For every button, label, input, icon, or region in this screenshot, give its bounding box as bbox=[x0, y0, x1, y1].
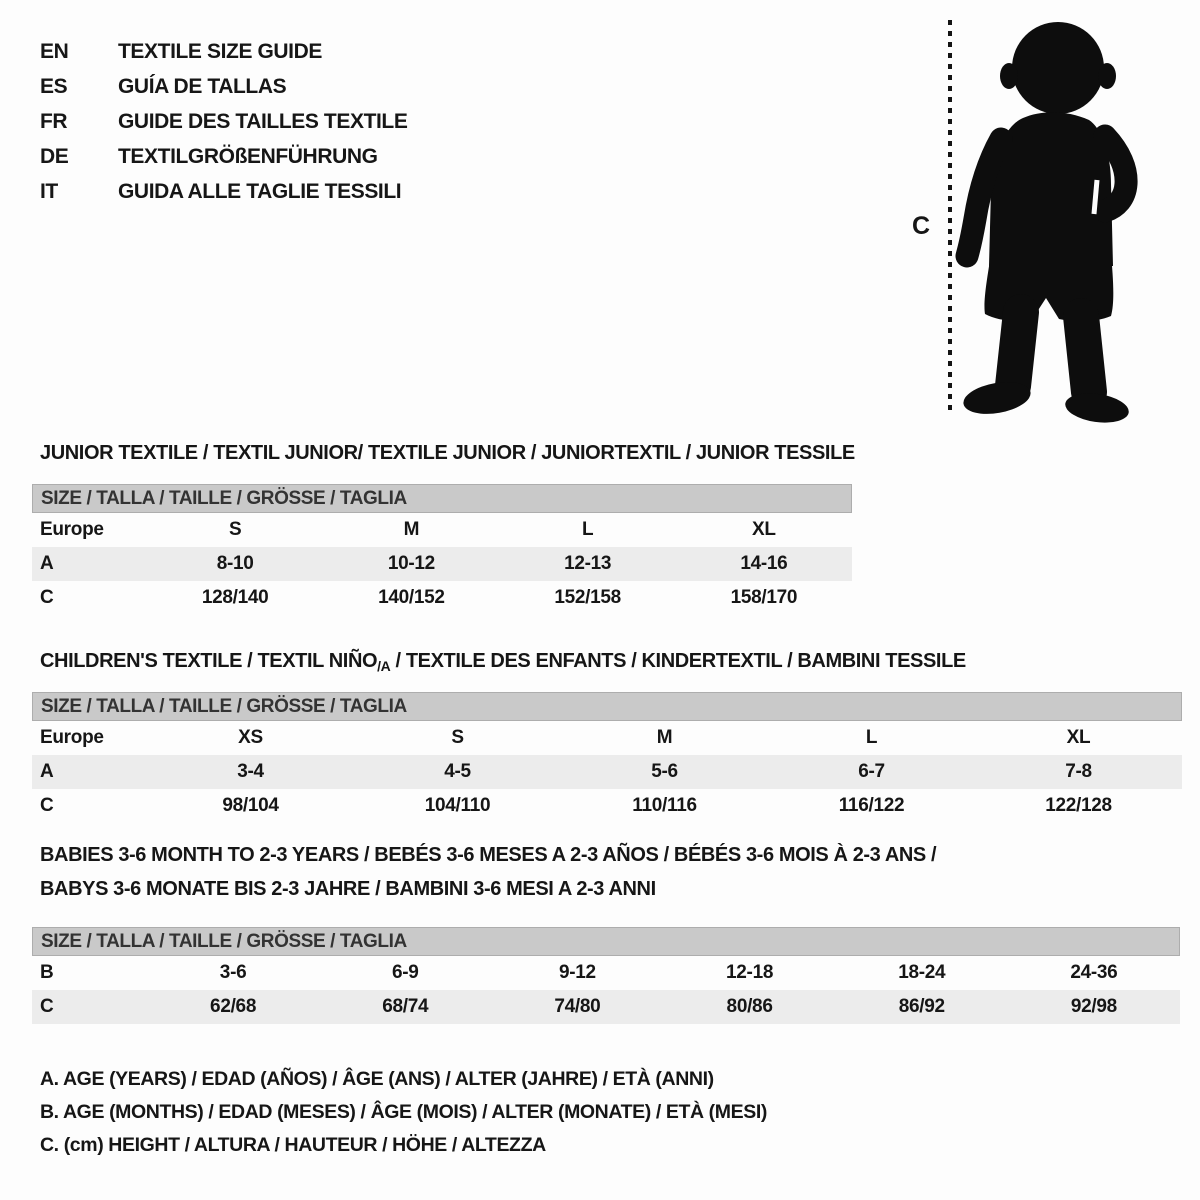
size-cell: L bbox=[865, 727, 878, 748]
children-size-table bbox=[32, 692, 1182, 823]
babies-size-table bbox=[32, 927, 1180, 1024]
height-measure-label: C bbox=[912, 212, 931, 240]
legend-line-b: B. AGE (MONTHS) / EDAD (MESES) / ÂGE (MOIS) / ALTER (MONATE) / ETÀ (MESI) bbox=[40, 1101, 767, 1123]
lang-code: ES bbox=[40, 75, 68, 98]
guide-title: GUÍA DE TALLAS bbox=[118, 75, 287, 98]
row-label: C bbox=[40, 996, 54, 1017]
babies-title-line2: BABYS 3-6 MONATE BIS 2-3 JAHRE / BAMBINI 3-6 MESI A 2-3 ANNI bbox=[40, 878, 656, 900]
language-title-list bbox=[40, 34, 407, 209]
size-cell: L bbox=[581, 519, 594, 540]
header-row-en bbox=[40, 34, 407, 69]
size-cell: 5-6 bbox=[651, 761, 678, 782]
header-row-fr bbox=[40, 104, 407, 139]
junior-section-title: JUNIOR TEXTILE / TEXTIL JUNIOR/ TEXTILE JUNIOR / JUNIORTEXTIL / JUNIOR TESSILE bbox=[40, 442, 855, 464]
size-cell: 152/158 bbox=[554, 587, 621, 608]
guide-title: TEXTILE SIZE GUIDE bbox=[118, 40, 322, 63]
size-cell: M bbox=[656, 727, 673, 748]
size-cell: 6-9 bbox=[391, 962, 419, 983]
header-row-de bbox=[40, 139, 407, 174]
size-cell: 18-24 bbox=[898, 962, 946, 983]
size-cell: 12-18 bbox=[726, 962, 774, 983]
size-cell: 12-13 bbox=[564, 553, 612, 574]
size-cell: 68/74 bbox=[382, 996, 429, 1017]
size-cell: 122/128 bbox=[1045, 795, 1112, 816]
table-row bbox=[32, 755, 1182, 789]
header-row-es bbox=[40, 69, 407, 104]
size-header-bar: SIZE / TALLA / TAILLE / GRÖSSE / TAGLIA bbox=[32, 692, 1182, 721]
size-cell: 86/92 bbox=[898, 996, 945, 1017]
row-label: C bbox=[40, 795, 54, 816]
size-cell: 14-16 bbox=[740, 553, 788, 574]
size-cell: 104/110 bbox=[424, 795, 491, 816]
toddler-silhouette-icon bbox=[945, 14, 1145, 424]
babies-title-line1: BABIES 3-6 MONTH TO 2-3 YEARS / BEBÉS 3-6 MESES A 2-3 AÑOS / BÉBÉS 3-6 MOIS À 2-3 ANS / bbox=[40, 844, 937, 866]
babies-section-title bbox=[40, 838, 936, 906]
size-cell: S bbox=[451, 727, 464, 748]
size-cell: 3-4 bbox=[237, 761, 264, 782]
size-cell: 110/116 bbox=[632, 795, 697, 816]
header-row-it bbox=[40, 174, 407, 209]
size-header-bar: SIZE / TALLA / TAILLE / GRÖSSE / TAGLIA bbox=[32, 484, 852, 513]
row-label: A bbox=[40, 761, 54, 782]
table-row bbox=[32, 789, 1182, 823]
size-cell: 98/104 bbox=[222, 795, 279, 816]
children-title-prefix: CHILDREN'S TEXTILE / TEXTIL NIÑO bbox=[40, 650, 378, 672]
size-cell: 128/140 bbox=[201, 587, 269, 608]
toddler-silhouette bbox=[961, 22, 1131, 424]
size-cell: 9-12 bbox=[559, 962, 596, 983]
size-cell: 92/98 bbox=[1070, 996, 1117, 1017]
size-cell: 140/152 bbox=[378, 587, 445, 608]
size-cell: M bbox=[403, 519, 420, 540]
row-label: B bbox=[40, 962, 54, 983]
size-cell: 74/80 bbox=[554, 996, 601, 1017]
size-cell: 80/86 bbox=[726, 996, 773, 1017]
legend-line-a: A. AGE (YEARS) / EDAD (AÑOS) / ÂGE (ANS) / ALTER (JAHRE) / ETÀ (ANNI) bbox=[40, 1068, 714, 1090]
lang-code: EN bbox=[40, 40, 69, 63]
size-cell: 158/170 bbox=[730, 587, 798, 608]
arm-notch bbox=[1094, 180, 1097, 214]
guide-title: GUIDE DES TAILLES TEXTILE bbox=[118, 110, 408, 133]
children-title-suffix: / TEXTILE DES ENFANTS / KINDERTEXTIL / BAMBINI TESSILE bbox=[390, 650, 966, 672]
size-cell: 6-7 bbox=[858, 761, 885, 782]
size-cell: XS bbox=[238, 727, 263, 748]
junior-size-table bbox=[32, 484, 852, 615]
guide-title: TEXTILGRÖßENFÜHRUNG bbox=[118, 145, 378, 168]
row-label: C bbox=[40, 587, 54, 608]
table-row bbox=[32, 581, 852, 615]
table-row bbox=[32, 956, 1180, 990]
size-cell: XL bbox=[752, 519, 776, 540]
size-cell: 8-10 bbox=[216, 553, 254, 574]
size-cell: 7-8 bbox=[1065, 761, 1092, 782]
table-row bbox=[32, 990, 1180, 1024]
size-header-bar: SIZE / TALLA / TAILLE / GRÖSSE / TAGLIA bbox=[32, 927, 1180, 956]
row-label: A bbox=[40, 553, 54, 574]
table-row bbox=[32, 513, 852, 547]
size-cell: XL bbox=[1066, 727, 1091, 748]
children-title-sub: /A bbox=[377, 658, 391, 674]
size-cell: 24-36 bbox=[1070, 962, 1118, 983]
measurement-legend bbox=[40, 1063, 767, 1162]
table-row bbox=[32, 547, 852, 581]
row-label: Europe bbox=[40, 519, 104, 540]
lang-code: FR bbox=[40, 110, 68, 133]
size-cell: 10-12 bbox=[387, 553, 435, 574]
size-cell: 3-6 bbox=[219, 962, 247, 983]
size-cell: S bbox=[228, 519, 242, 540]
legend-line-c: C. (cm) HEIGHT / ALTURA / HAUTEUR / HÖHE / ALTEZZA bbox=[40, 1134, 546, 1156]
size-cell: 62/68 bbox=[210, 996, 257, 1017]
children-section-title bbox=[40, 644, 966, 679]
size-cell: 116/122 bbox=[838, 795, 905, 816]
size-cell: 4-5 bbox=[444, 761, 471, 782]
lang-code: IT bbox=[40, 180, 58, 203]
table-row bbox=[32, 721, 1182, 755]
lang-code: DE bbox=[40, 145, 69, 168]
row-label: Europe bbox=[40, 727, 104, 748]
guide-title: GUIDA ALLE TAGLIE TESSILI bbox=[118, 180, 402, 203]
toddler-figure bbox=[912, 14, 1145, 424]
